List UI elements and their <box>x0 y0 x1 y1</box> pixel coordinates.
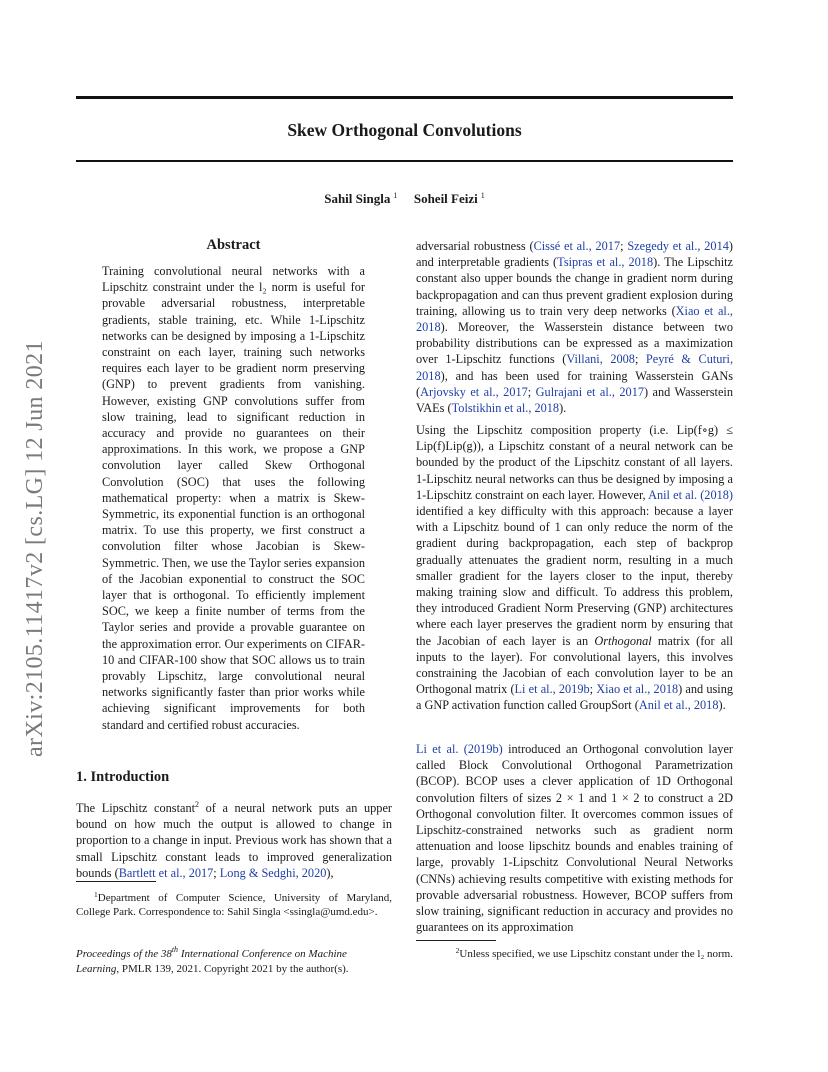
paragraph: Li et al. (2019b) introduced an Orthogonal convolution layer called Block Convolutional Orthogonal Parametrization (BCOP). BCOP uses a clever application of 1D Orthogonal convolution filters of sizes 2 × 1 and 1 × 2 to construct a 2D Orthogonal convolution filter. It overcomes common issues of Lipschitz-constrained networks such as gradient norm attenuation and loose lipschitz bounds and enables training of large, provably 1-Lipschitz Convolutional Neural Networks (CNNs) achieving results competitive with existing methods for provable adversarial robustness. However, BCOP suffers from slow training, significant reduction in accuracy and provides no guarantees on its approximation <box>416 742 733 935</box>
paper-title: Skew Orthogonal Convolutions <box>287 120 522 140</box>
section-heading: 1. Introduction <box>76 769 170 785</box>
paragraph: adversarial robustness (Cissé et al., 2017; Szegedy et al., 2014) and interpretable gradients (Tsipras et al., 2018). The Lipschitz constant also upper bounds the change in gradient norm during backpropagation and can thus prevent gradient explosion during training, allowing us to train very deep networks (Xiao et al., 2018). Moreover, the Wasserstein distance between two probability distributions can be expressed as a maximization over 1-Lipschitz functions (Villani, 2008; Peyré & Cuturi, 2018), and has been used for training Wasserstein GANs (Arjovsky et al., 2017; Gulrajani et al., 2017) and Wasserstein VAEs (Tolstikhin et al., 2018). <box>416 239 734 416</box>
citation-link[interactable]: Tsipras et al., 2018 <box>557 255 654 270</box>
footnote-rule <box>416 940 496 941</box>
citation-link[interactable]: Anil et al., 2018 <box>638 698 719 713</box>
arxiv-stamp: arXiv:2105.11417v2 [cs.LG] 12 Jun 2021 <box>22 340 48 757</box>
intro-paragraph: The Lipschitz constant$^2$ of a neural network puts an upper bound on how much the output is allowed to change in proportion to a change in input. Previous work has shown that a small Lipschitz constant leads to improved generalization bounds (Bartlett et al., 2017; Long & Sedghi, 2020), <box>76 800 392 880</box>
top-rule <box>76 96 733 99</box>
citation-link[interactable]: Xiao et al., 2018 <box>596 682 679 697</box>
footnote-rule <box>76 881 156 882</box>
affiliation-mark: 1 <box>480 191 485 200</box>
affiliation-mark: 1 <box>393 191 398 200</box>
citation-link[interactable]: Cissé et al., 2017 <box>533 239 621 253</box>
citation-link[interactable]: Li et al. (2019b) <box>416 742 503 756</box>
citation-link[interactable]: Arjovsky et al., 2017 <box>420 384 528 399</box>
citation-link[interactable]: Xiao et al., 2018 <box>416 303 733 335</box>
title-rule <box>76 160 733 162</box>
citation-link[interactable]: Tolstikhin et al., 2018 <box>451 401 560 416</box>
footnote-mark: 2 <box>195 800 200 809</box>
citation-link[interactable]: Szegedy et al., 2014 <box>627 239 729 253</box>
citation-link[interactable]: Villani, 2008 <box>566 352 635 367</box>
affiliation-footnote: $^1$Department of Computer Science, University of Maryland, College Park. Correspondence to: Sahil Singla <ssingla@umd.edu>. <box>76 890 392 918</box>
abstract-text: Training convolutional neural networks with a Lipschitz constraint under the l₂ norm is useful for provable adversarial robustness, interpretable gradients, stable training, etc. While 1-Lipschitz networks can be designed by imposing a 1-Lipschitz constraint on each layer, training such networks requires each layer to be gradient norm preserving (GNP) to prevent gradients from vanishing. However, existing GNP convolutions suffer from slow training, lead to significant reduction in accuracy and provide no guarantees on their approximations. In this work, we propose a GNP convolution layer called Skew Orthogonal Convolution (SOC) that uses the following mathematical property: when a matrix is Skew-Symmetric, its exponential function is an orthogonal matrix. To use this property, we first construct a convolution filter whose Jacobian is Skew-Symmetric. Then, we use the Taylor series expansion of the Jacobian exponential to construct the SOC layer that is orthogonal. To efficiently implement SOC, we keep a finite number of terms from the Taylor series and provide a provable guarantee on the approximation error. Our experiments on CIFAR-10 and CIFAR-100 show that SOC allows us to train provably Lipschitz, large convolutional neural networks significantly faster than prior works while achieving significant improvements for both standard and certified robust accuracies. <box>102 264 365 732</box>
citation-link[interactable]: Long & Sedghi, 2020 <box>219 865 327 880</box>
abstract-heading: Abstract <box>206 237 261 253</box>
citation-link[interactable]: Anil et al. (2018) <box>648 487 733 502</box>
norm-footnote: $^2$Unless specified, we use Lipschitz constant under the l₂ norm. <box>455 946 733 960</box>
author-name: Sahil Singla <box>324 191 391 206</box>
citation-link[interactable]: Bartlett et al., 2017 <box>118 865 214 880</box>
citation-link[interactable]: Gulrajani et al., 2017 <box>535 384 644 399</box>
author-name: Soheil Feizi <box>413 191 478 206</box>
author-list <box>76 191 733 207</box>
paragraph: Using the Lipschitz composition property (i.e. Lip(f∘g) ≤ Lip(f)Lip(g)), a Lipschitz constant of a neural network can be bounded by the product of the Lipschitz constant of all layers. 1-Lipschitz neural networks can thus be designed by imposing a 1-Lipschitz constraint on each layer. However, Anil et al. (2018) identified a key difficulty with this approach: because a layer with a Lipschitz bound of 1 can only reduce the norm of the gradient during backpropagation, each step of backprop gradually attenuates the gradient norm, resulting in a much smaller gradient for the layers closer to the input, thereby making training slow and difficult. To address this problem, they introduced Gradient Norm Preserving (GNP) architectures where each layer preserves the gradient norm by ensuring that the Jacobian of each layer is an Orthogonal matrix (for all inputs to the layer). For convolutional layers, this involves constraining the Jacobian of each convolution layer to be an Orthogonal matrix (Li et al., 2019b; Xiao et al., 2018) and using a GNP activation function called GroupSort (Anil et al., 2018). <box>416 423 734 713</box>
citation-link[interactable]: Peyré & Cuturi, 2018 <box>416 352 734 383</box>
proceedings-note: Proceedings of the 38th International Conference on Machine Learning, PMLR 139, 2021. Copyright 2021 by the author(s). <box>76 945 349 975</box>
citation-link[interactable]: Li et al., 2019b <box>514 682 590 697</box>
